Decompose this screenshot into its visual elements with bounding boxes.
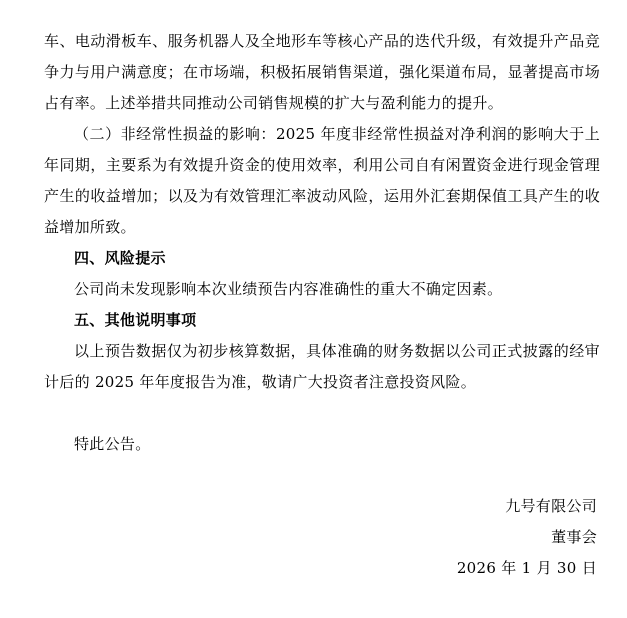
paragraph-non-recurring-gains: （二）非经常性损益的影响：2025 年度非经常性损益对净利润的影响大于上年同期，主要系为有效提升资金的使用效率，利用公司自有闲置资金进行现金管理产生的收益增加；以及为有效管理汇率波动风险，运用外汇套期保值工具产生的收益增加所致。 (44, 125, 600, 236)
paragraph-risk-note: 公司尚未发现影响本次业绩预告内容准确性的重大不确定因素。 (74, 280, 503, 298)
signature-board: 董事会 (551, 528, 597, 546)
section-heading-other: 五、其他说明事项 (74, 311, 197, 329)
paragraph-closing: 特此公告。 (74, 435, 151, 453)
signature-company: 九号有限公司 (505, 497, 597, 515)
paragraph-data-disclaimer: 以上预告数据仅为初步核算数据，具体准确的财务数据以公司正式披露的经审计后的 2025 年年度报告为准，敬请广大投资者注意投资风险。 (44, 342, 600, 391)
section-heading-risk: 四、风险提示 (74, 249, 166, 267)
signature-date: 2026 年 1 月 30 日 (456, 559, 597, 577)
paragraph-sales-growth: 车、电动滑板车、服务机器人及全地形车等核心产品的迭代升级，有效提升产品竞争力与用户满意度；在市场端，积极拓展销售渠道，强化渠道布局，显著提高市场占有率。上述举措共同推动公司销售规模的扩大与盈利能力的提升。 (44, 32, 600, 112)
